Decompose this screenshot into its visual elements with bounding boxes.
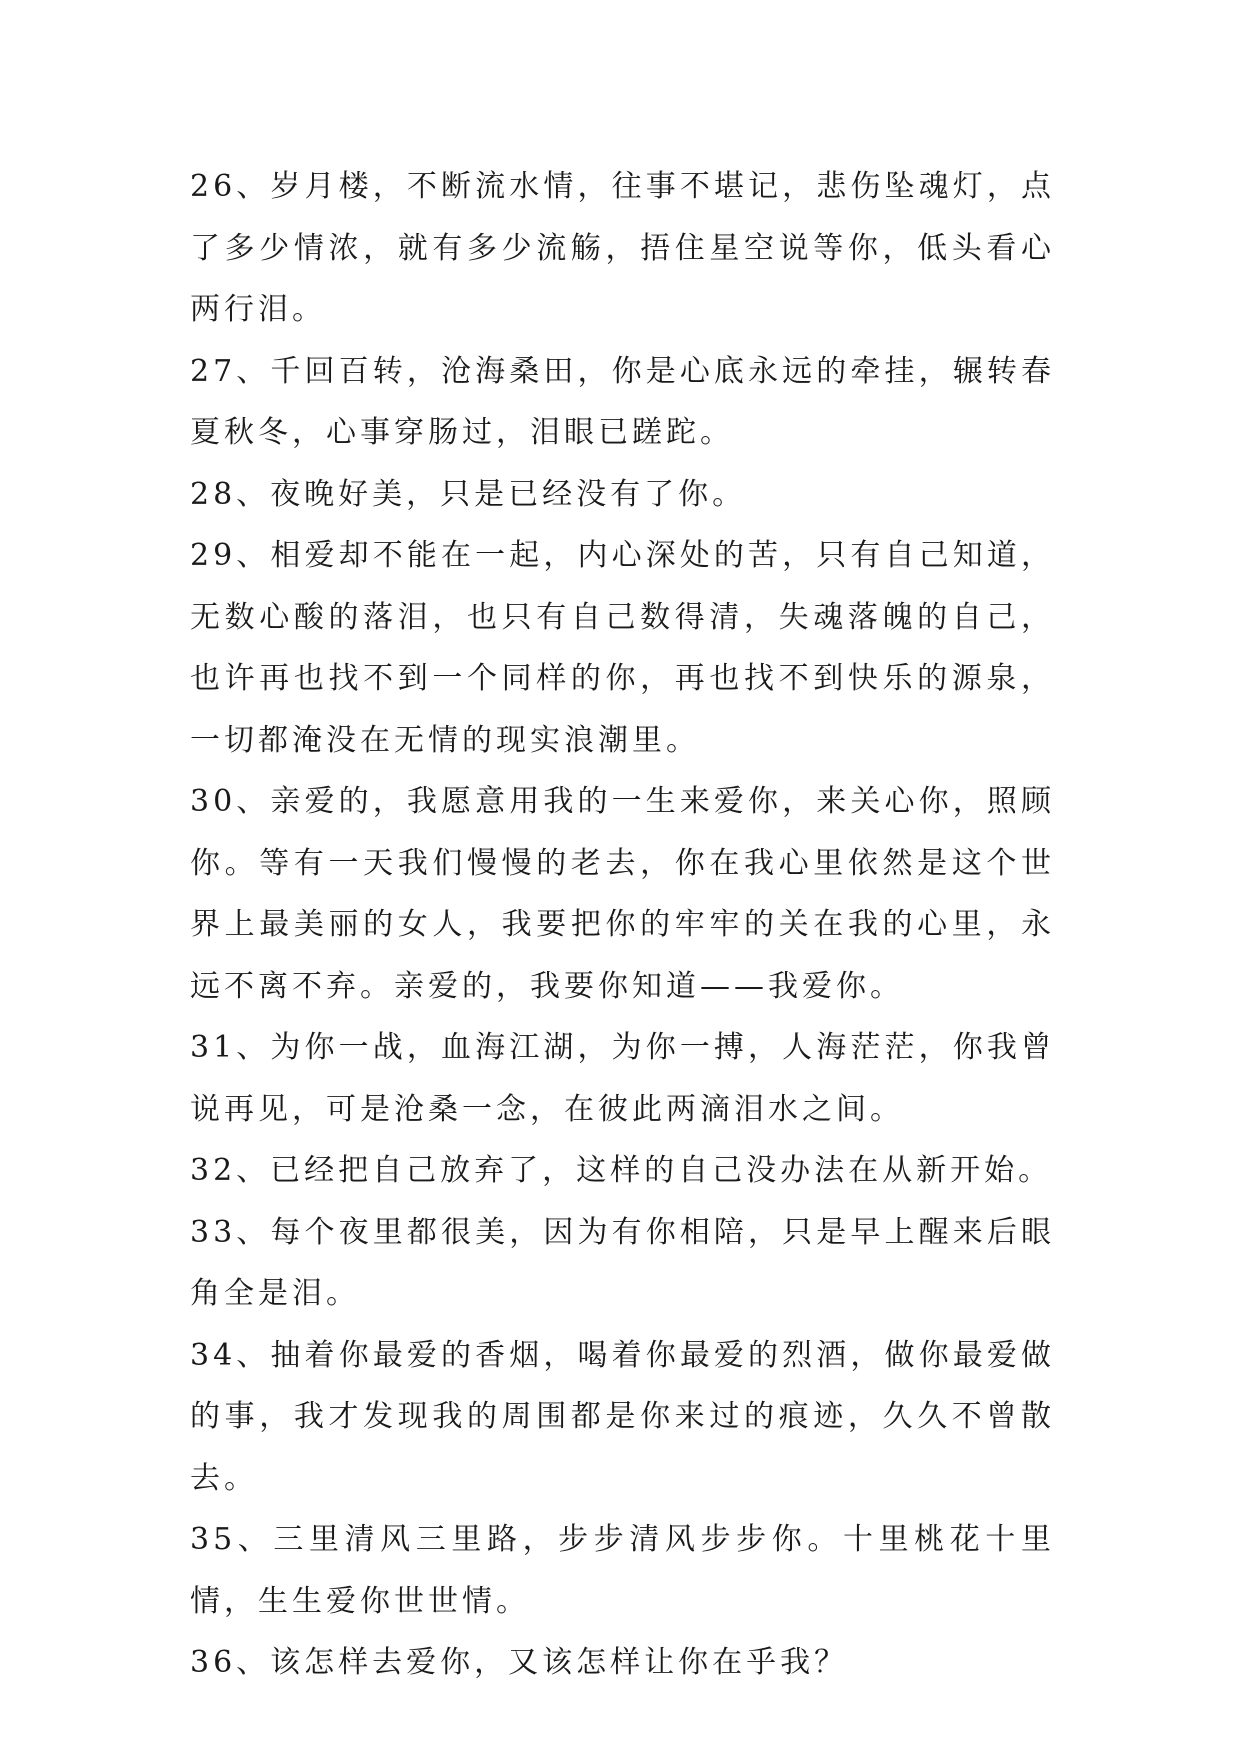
paragraph-28: 28、夜晚好美，只是已经没有了你。 xyxy=(190,476,747,512)
document-body xyxy=(190,156,1055,1694)
paragraph-36: 36、该怎样去爱你，又该怎样让你在乎我？ xyxy=(190,1645,849,1680)
paragraph-31: 31、为你一战，血海江湖，为你一搏，人海茫茫，你我曾说再见，可是沧桑一念，在彼此两滴泪水之间。 xyxy=(190,1030,1055,1127)
paragraph-27: 27、千回百转，沧海桑田，你是心底永远的牵挂，辗转春夏秋冬，心事穿肠过，泪眼已蹉跎。 xyxy=(190,353,1055,450)
paragraph-32: 32、已经把自己放弃了，这样的自己没办法在从新开始。 xyxy=(190,1153,1053,1188)
paragraph-29: 29、相爱却不能在一起，内心深处的苦，只有自己知道，无数心酸的落泪，也只有自己数得清，失魂落魄的自己，也许再也找不到一个同样的你，再也找不到快乐的源泉，一切都淹没在无情的现实浪潮里。 xyxy=(190,538,1055,758)
paragraph-33: 33、每个夜里都很美，因为有你相陪，只是早上醒来后眼角全是泪。 xyxy=(190,1214,1055,1311)
paragraph-35: 35、三里清风三里路，步步清风步步你。十里桃花十里情，生生爱你世世情。 xyxy=(190,1522,1055,1619)
paragraph-34: 34、抽着你最爱的香烟，喝着你最爱的烈酒，做你最爱做的事，我才发现我的周围都是你来过的痕迹，久久不曾散去。 xyxy=(190,1337,1055,1496)
paragraph-30: 30、亲爱的，我愿意用我的一生来爱你，来关心你，照顾你。等有一天我们慢慢的老去，你在我心里依然是这个世界上最美丽的女人，我要把你的牢牢的关在我的心里，永远不离不弃。亲爱的，我要你知道——我爱你。 xyxy=(190,784,1055,1004)
paragraph-26: 26、岁月楼，不断流水情，往事不堪记，悲伤坠魂灯，点了多少情浓，就有多少流觞，捂住星空说等你，低头看心两行泪。 xyxy=(190,169,1055,327)
